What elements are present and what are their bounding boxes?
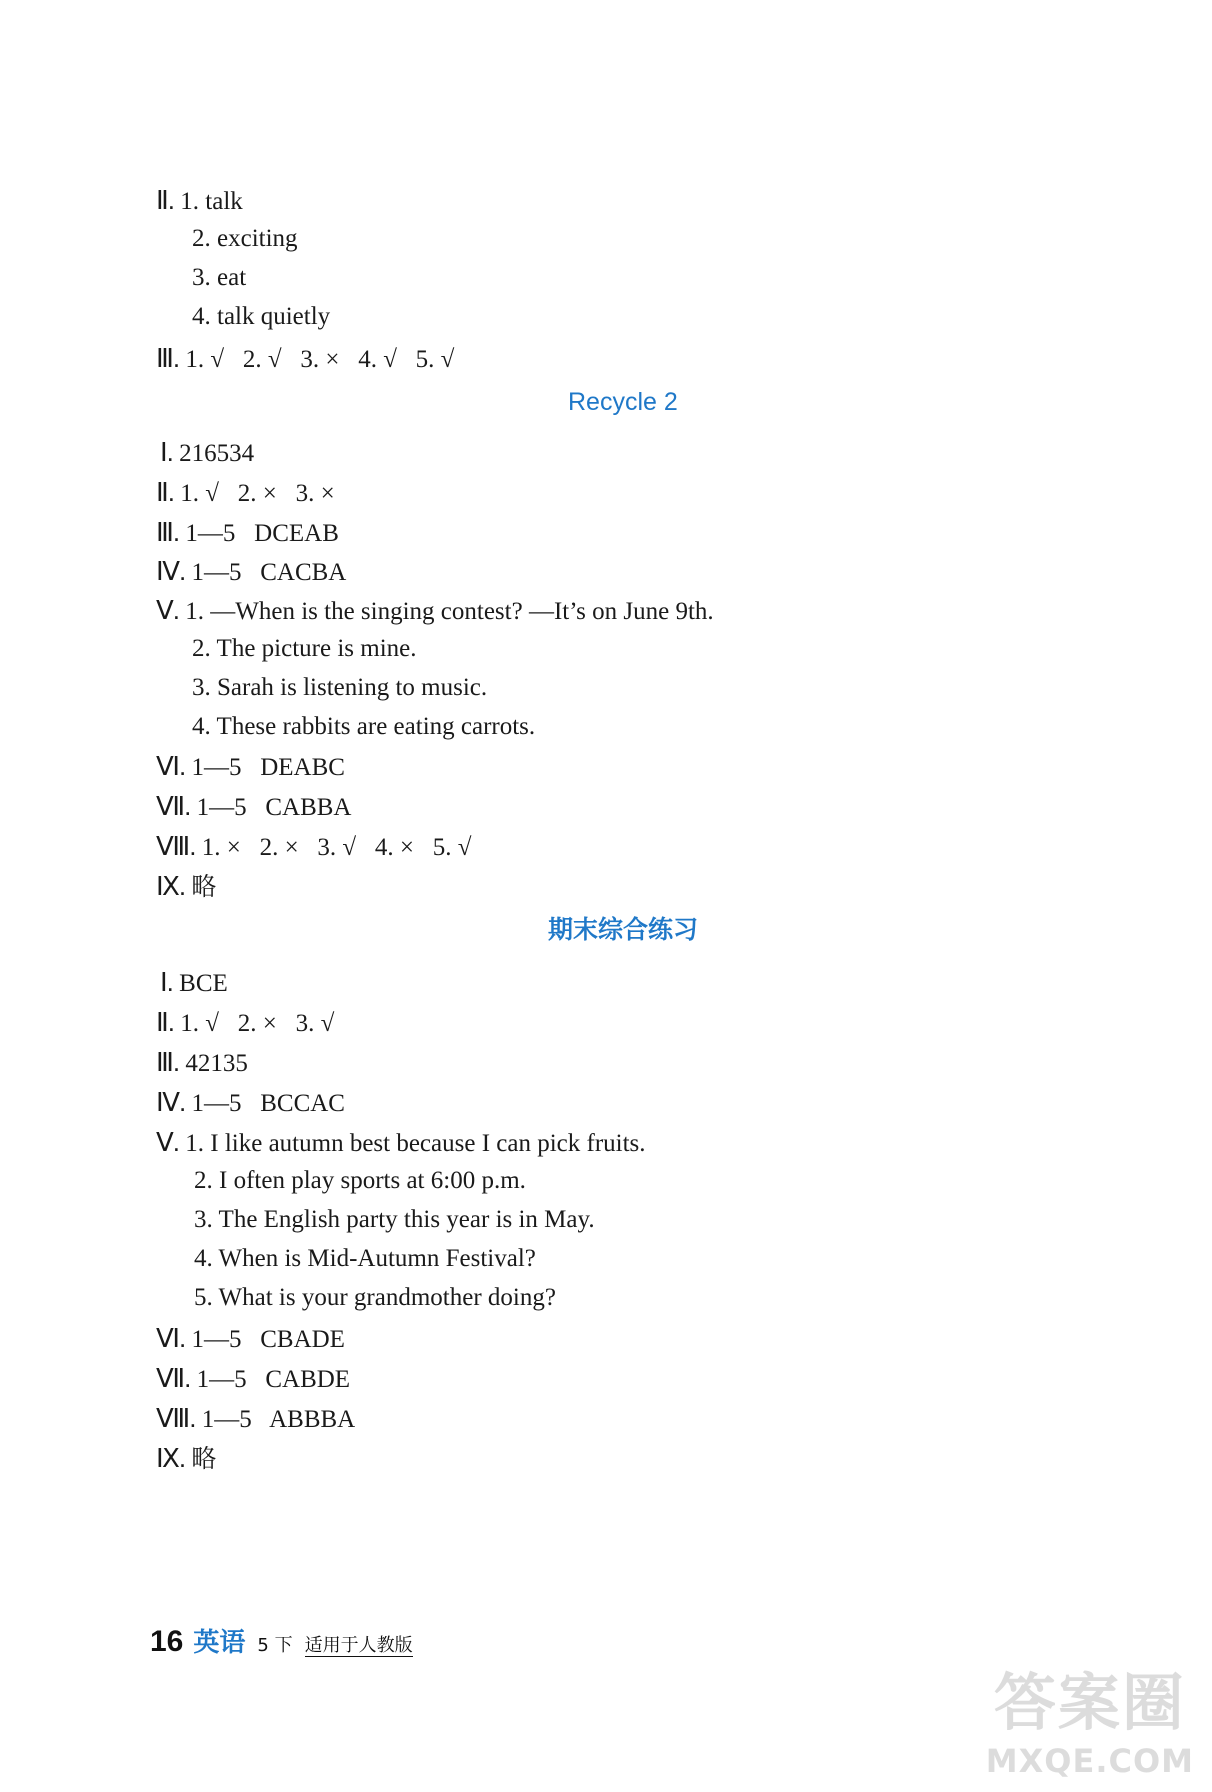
answer-line bbox=[192, 672, 487, 704]
answer-line bbox=[156, 1322, 345, 1356]
section-number: Ⅵ. bbox=[156, 1323, 186, 1353]
answer-text: 4. talk quietly bbox=[192, 303, 331, 330]
section-number: Ⅲ. bbox=[156, 1047, 180, 1077]
answer-text: 1. √ 2. √ 3. × 4. √ 5. √ bbox=[185, 346, 455, 373]
site-watermark bbox=[986, 1653, 1194, 1780]
answer-text: 216534 bbox=[179, 440, 255, 467]
subject-label: 英语 bbox=[193, 1628, 246, 1658]
answer-line bbox=[156, 790, 351, 824]
answer-line bbox=[192, 223, 298, 255]
section-number: Ⅳ. bbox=[156, 556, 186, 586]
answer-text: 4. When is Mid-Autumn Festival? bbox=[194, 1245, 536, 1272]
edition-label: 适用于人教版 bbox=[304, 1635, 413, 1656]
answer-text: 1—5 DEABC bbox=[191, 754, 345, 781]
grade-label: 5 下 bbox=[257, 1635, 293, 1656]
answer-text: 1. √ 2. × 3. × bbox=[180, 480, 335, 507]
answer-text: 略 bbox=[191, 1446, 217, 1473]
watermark-logo-text: 答案圈 bbox=[993, 1666, 1186, 1739]
watermark-url: MXQE.COM bbox=[985, 1742, 1194, 1780]
section-number: Ⅷ. bbox=[156, 831, 196, 861]
answer-line bbox=[160, 436, 254, 470]
answer-text: 1—5 ABBBA bbox=[201, 1406, 356, 1433]
section-number: Ⅱ. bbox=[156, 1007, 175, 1037]
answer-text: 2. The picture is mine. bbox=[192, 635, 417, 662]
answer-line bbox=[156, 184, 243, 218]
answer-text: 1—5 CBADE bbox=[191, 1326, 345, 1353]
answer-text: 3. Sarah is listening to music. bbox=[192, 674, 488, 701]
answer-line bbox=[156, 555, 346, 589]
answer-line bbox=[156, 1006, 334, 1040]
section-number: Ⅴ. bbox=[156, 1127, 180, 1157]
section-number: Ⅸ. bbox=[156, 871, 186, 901]
answer-line bbox=[156, 870, 216, 904]
answer-text: 1—5 CACBA bbox=[191, 559, 347, 586]
answer-text: 5. What is your grandmother doing? bbox=[194, 1284, 556, 1311]
section-number: Ⅲ. bbox=[156, 343, 180, 373]
answer-text: 1. talk bbox=[180, 188, 243, 215]
answer-line bbox=[194, 1282, 556, 1314]
answer-text: 3. The English party this year is in May. bbox=[194, 1206, 595, 1233]
answer-line bbox=[192, 262, 246, 294]
section-number: Ⅲ. bbox=[156, 517, 180, 547]
answer-text: 1—5 CABBA bbox=[196, 794, 352, 821]
answer-line bbox=[156, 1402, 355, 1436]
section-number: Ⅳ. bbox=[156, 1087, 186, 1117]
section-number: Ⅱ. bbox=[156, 185, 175, 215]
answer-line bbox=[156, 1126, 646, 1160]
answer-line bbox=[156, 830, 471, 864]
section-number: Ⅷ. bbox=[156, 1403, 196, 1433]
section-number: Ⅱ. bbox=[156, 477, 175, 507]
answer-line bbox=[156, 1046, 248, 1080]
answer-text: 1. I like autumn best because I can pick fruits. bbox=[185, 1130, 646, 1157]
section-number: Ⅸ. bbox=[156, 1443, 186, 1473]
answer-line bbox=[160, 966, 228, 1000]
answer-line bbox=[194, 1165, 526, 1197]
answer-line bbox=[192, 633, 417, 665]
answer-text: 1—5 CABDE bbox=[196, 1366, 351, 1393]
section-heading-final-review: 期末综合练习 bbox=[548, 915, 699, 944]
answer-text: 2. exciting bbox=[192, 225, 298, 252]
answer-text: 1. × 2. × 3. √ 4. × 5. √ bbox=[201, 834, 472, 861]
page-number: 16 bbox=[150, 1625, 184, 1658]
answer-text: 1—5 BCCAC bbox=[191, 1090, 345, 1117]
answer-line bbox=[192, 711, 535, 743]
answer-line bbox=[194, 1243, 536, 1275]
answer-line bbox=[156, 1086, 345, 1120]
answer-line bbox=[156, 594, 714, 628]
page-footer bbox=[150, 1622, 413, 1659]
answer-text: 42135 bbox=[185, 1050, 248, 1077]
answer-text: 略 bbox=[191, 874, 217, 901]
answer-text: 1. √ 2. × 3. √ bbox=[180, 1010, 335, 1037]
section-number: Ⅶ. bbox=[156, 791, 191, 821]
answer-line bbox=[156, 476, 335, 510]
answer-text: 1—5 DCEAB bbox=[185, 520, 339, 547]
answer-text: 2. I often play sports at 6:00 p.m. bbox=[194, 1167, 526, 1194]
answer-text: BCE bbox=[179, 970, 228, 997]
answer-line bbox=[192, 301, 330, 333]
section-heading-recycle-2: Recycle 2 bbox=[568, 388, 678, 416]
answer-text: 3. eat bbox=[192, 264, 247, 291]
section-number: Ⅵ. bbox=[156, 751, 186, 781]
section-number: Ⅰ. bbox=[160, 437, 173, 467]
answer-line bbox=[156, 1362, 350, 1396]
section-number: Ⅰ. bbox=[160, 967, 173, 997]
answer-text: 1. —When is the singing contest? —It’s on June 9th. bbox=[185, 598, 714, 625]
answer-line bbox=[194, 1204, 595, 1236]
answer-text: 4. These rabbits are eating carrots. bbox=[192, 713, 536, 740]
section-number: Ⅶ. bbox=[156, 1363, 191, 1393]
answer-line bbox=[156, 516, 339, 550]
answer-line bbox=[156, 1442, 216, 1476]
answer-line bbox=[156, 342, 454, 376]
answer-line bbox=[156, 750, 345, 784]
section-number: Ⅴ. bbox=[156, 595, 180, 625]
